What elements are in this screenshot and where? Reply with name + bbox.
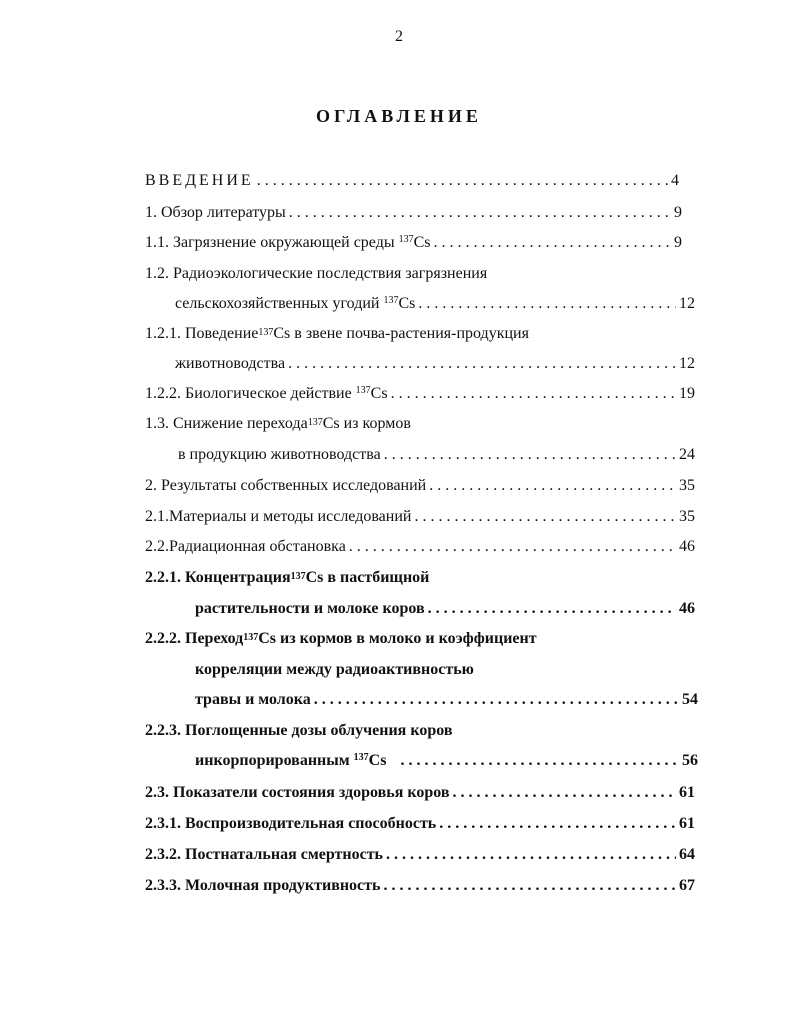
- toc-entry: [175, 353, 695, 375]
- toc-entry-label: в продукцию животноводства: [178, 446, 381, 463]
- toc-entry: [145, 506, 695, 528]
- toc-page-number: 12: [679, 295, 695, 312]
- toc-page-number: 12: [679, 355, 695, 372]
- dot-leader: [453, 782, 676, 804]
- toc-entry-line: корреляции между радиоактивностью: [195, 661, 474, 678]
- toc-entry-label: инкорпорированным $^{137}$Cs: [195, 752, 387, 769]
- toc-page-number: 54: [682, 691, 698, 708]
- dot-leader: [429, 475, 676, 497]
- toc-page-number: 46: [679, 538, 695, 555]
- toc-entry-intro: [145, 170, 682, 192]
- toc-page-number: 67: [679, 877, 695, 894]
- toc-page-number: 19: [679, 385, 695, 402]
- toc-entry-number: 2.1.: [145, 508, 169, 525]
- toc-entry: [195, 689, 698, 711]
- toc-entry-label: Материалы и методы исследований: [169, 508, 412, 525]
- toc-entry-label: 1. Обзор литературы: [145, 204, 286, 221]
- toc-page-number: 56: [682, 752, 698, 769]
- toc-page-number: 9: [674, 204, 682, 221]
- toc-entry: [145, 813, 695, 835]
- toc-entry-label: 1.1. Загрязнение окружающей среды $^{137}$Cs: [145, 234, 431, 251]
- dot-leader: [414, 506, 676, 528]
- toc-entry: [145, 202, 682, 224]
- toc-entry: [178, 444, 695, 466]
- toc-entry-label: 2. Результаты собственных исследований: [145, 477, 427, 494]
- toc-entry-number: 2.2.: [145, 538, 169, 555]
- toc-entry: [145, 782, 695, 804]
- dot-leader: [289, 202, 671, 224]
- toc-page-number: 35: [679, 508, 695, 525]
- toc-entry-line: 2.2.1. Концентрация $^{137}$ Cs в пастбищной: [145, 569, 430, 586]
- toc-entry-label: животноводства: [175, 355, 286, 372]
- dot-leader: [383, 875, 676, 897]
- dot-leader: [314, 689, 679, 711]
- toc-entry-line: 2.2.2. Переход $^{137}$ Cs из кормов в молоко и коэффициент: [145, 630, 537, 647]
- dot-leader: [428, 598, 676, 620]
- toc-entry: [145, 383, 695, 405]
- toc-entry-label: 2.3.2. Постнатальная смертность: [145, 846, 384, 863]
- toc-entry: [145, 475, 695, 497]
- toc-entry: [145, 844, 695, 866]
- page-number: 2: [395, 28, 403, 45]
- dot-leader: [288, 353, 676, 375]
- toc-page-number: 24: [679, 446, 695, 463]
- toc-entry-line: 1.2. Радиоэкологические последствия загрязнения: [145, 265, 488, 282]
- toc-entry-line: 2.2.3. Поглощенные дозы облучения коров: [145, 722, 453, 739]
- toc-page-number: 61: [679, 815, 695, 832]
- toc-entry: [195, 598, 695, 620]
- dot-leader: [386, 844, 676, 866]
- toc-page-number: 64: [679, 846, 695, 863]
- toc-entry-label: 2.3.1. Воспроизводительная способность: [145, 815, 437, 832]
- toc-page-number: 61: [679, 784, 695, 801]
- toc-page-number: 46: [679, 600, 695, 617]
- dot-leader: [400, 750, 679, 772]
- toc-page-number: 4: [671, 172, 682, 189]
- toc-entry: [145, 875, 695, 897]
- toc-entry-label: 2.3. Показатели состояния здоровья коров: [145, 784, 450, 801]
- toc-entry-label: сельскохозяйственных угодий $^{137}$Cs: [175, 295, 416, 312]
- toc-entry: [195, 750, 698, 772]
- page-title: ОГЛАВЛЕНИЕ: [316, 106, 482, 126]
- dot-leader: [439, 813, 676, 835]
- toc-page-number: 35: [679, 477, 695, 494]
- toc-page-number: 9: [674, 234, 682, 251]
- dot-leader: [257, 170, 668, 192]
- toc-entry-label: 1.2.2. Биологическое действие $^{137}$Cs: [145, 385, 388, 402]
- dot-leader: [384, 444, 676, 466]
- toc-entry-label: Радиационная обстановка: [169, 538, 346, 555]
- dot-leader: [391, 383, 676, 405]
- dot-leader: [349, 536, 676, 558]
- toc-entry-label: растительности и молоке коров: [195, 600, 425, 617]
- toc-entry-label: травы и молока: [195, 691, 311, 708]
- dot-leader: [418, 293, 676, 315]
- toc-entry-label: 2.3.3. Молочная продуктивность: [145, 877, 381, 894]
- toc-entry: [145, 536, 695, 558]
- toc-entry: [175, 293, 695, 315]
- toc-entry: [145, 232, 682, 254]
- toc-entry-line: 1.2.1. Поведение $^{137}$ Cs в звене почва-растения-продукция: [145, 325, 529, 342]
- toc-entry-line: 1.3. Снижение перехода $^{137}$ Cs из кормов: [145, 415, 411, 432]
- dot-leader: [433, 232, 671, 254]
- toc-entry-label: ВВЕДЕНИЕ: [145, 172, 254, 189]
